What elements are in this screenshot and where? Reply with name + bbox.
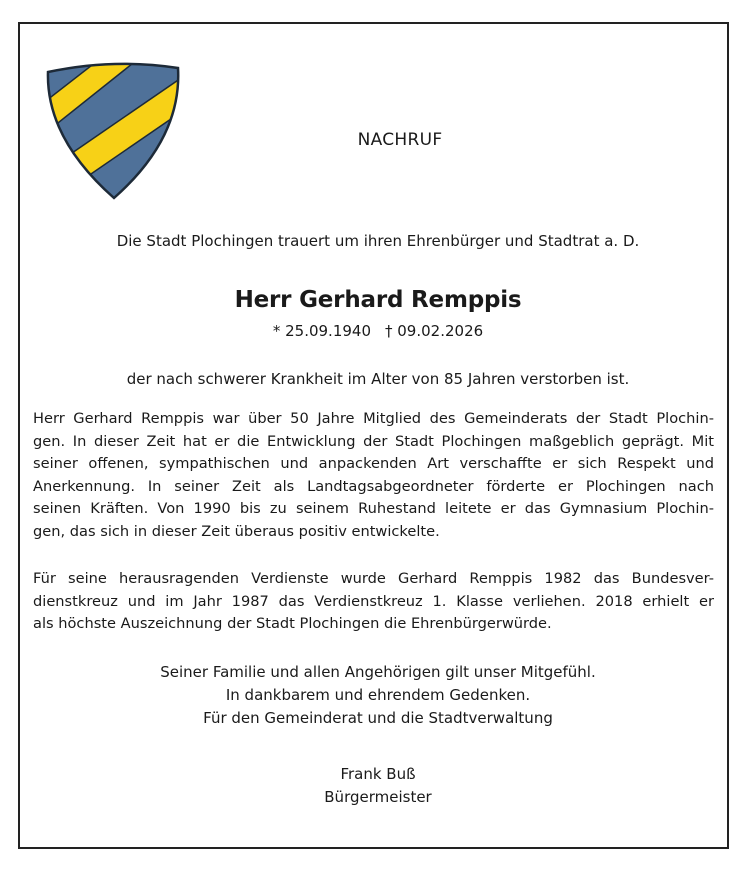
signatory-role: Bürgermeister	[324, 788, 432, 806]
page-title: NACHRUF	[357, 130, 443, 150]
signatory-name: Frank Buß	[340, 765, 416, 783]
biography-paragraph	[33, 408, 714, 543]
death-note: der nach schwerer Krankheit im Alter von 85 Jahren verstorben ist.	[126, 370, 630, 388]
paragraph-line: Herr Gerhard Remppis war über 50 Jahre Mitglied des Gemeinderats der Stadt Plochin-	[33, 410, 714, 427]
closing-line: Für den Gemeinderat und die Stadtverwaltung	[203, 709, 553, 727]
honors-paragraph	[33, 568, 714, 636]
closing-block	[20, 661, 736, 730]
deceased-name: Herr Gerhard Remppis	[234, 287, 522, 313]
death-date: † 09.02.2026	[385, 322, 484, 340]
intro-text: Die Stadt Plochingen trauert um ihren Ehrenbürger und Stadtrat a. D.	[116, 232, 640, 250]
paragraph-line: dienstkreuz und im Jahr 1987 das Verdienstkreuz 1. Klasse verliehen. 2018 erhielt er	[33, 592, 714, 610]
closing-line: In dankbarem und ehrendem Gedenken.	[225, 686, 531, 704]
paragraph-line: seinen Kräften. Von 1990 bis zu seinem Ruhestand leitete er das Gymnasium Plochin-	[33, 500, 714, 517]
paragraph-line: seiner offenen, sympathischen und anpackenden Art verschaffte er sich Respekt und	[33, 455, 714, 472]
paragraph-line: gen. In dieser Zeit hat er die Entwicklung der Stadt Plochingen maßgeblich geprägt. Mit	[33, 432, 714, 450]
paragraph-line: als höchste Auszeichnung der Stadt Plochingen die Ehrenbürgerwürde.	[33, 615, 552, 632]
paragraph-line: Anerkennung. In seiner Zeit als Landtagsabgeordneter förderte er Plochingen nach	[33, 477, 714, 495]
city-crest-icon	[44, 58, 182, 200]
paragraph-line: Für seine herausragenden Verdienste wurde Gerhard Remppis 1982 das Bundesver-	[33, 570, 714, 587]
birth-date: * 25.09.1940	[272, 322, 371, 340]
signature-block	[20, 763, 736, 809]
life-dates	[20, 322, 736, 340]
paragraph-line: gen, das sich in dieser Zeit überaus positiv entwickelte.	[33, 522, 440, 540]
closing-line: Seiner Familie und allen Angehörigen gilt unser Mitgefühl.	[160, 663, 596, 681]
